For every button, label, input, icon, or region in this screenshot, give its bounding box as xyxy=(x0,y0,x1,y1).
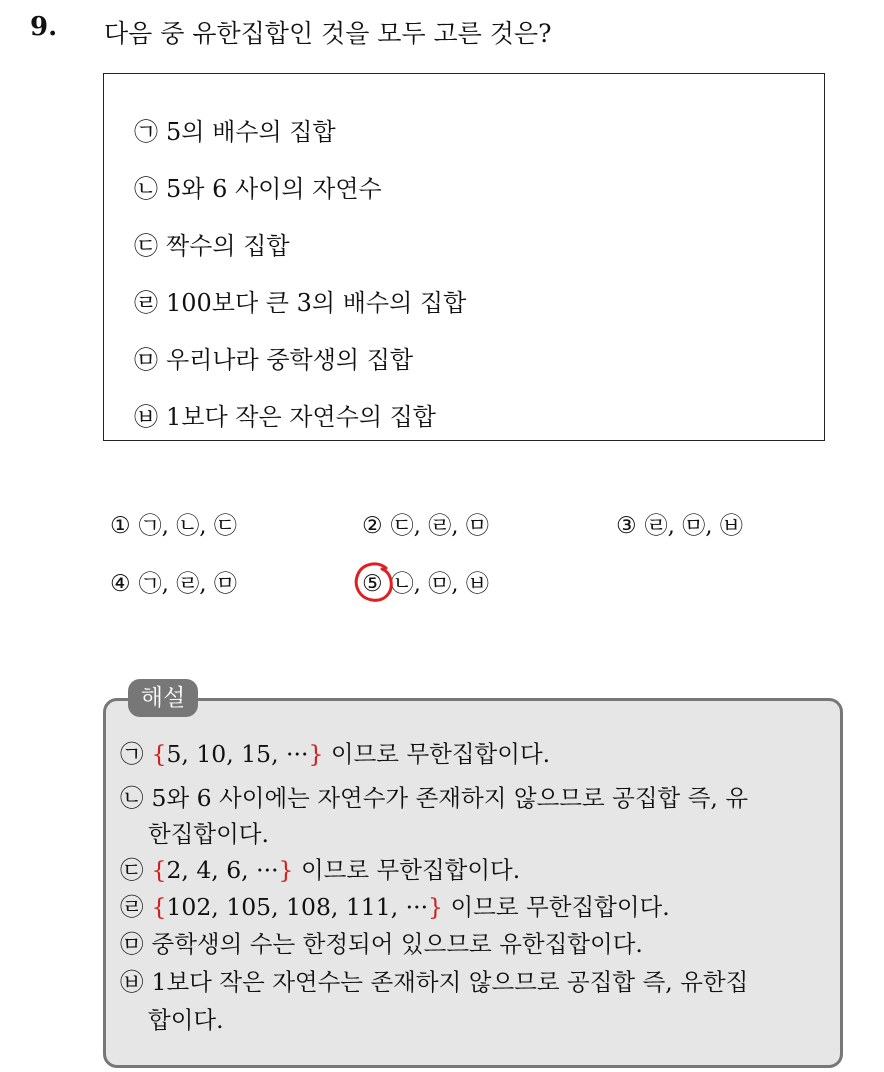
statement-item xyxy=(134,340,413,375)
statement-item xyxy=(134,169,382,204)
statement-item xyxy=(134,397,436,432)
choice-number: ⑤ xyxy=(362,571,383,597)
solution-marker: ㉡ xyxy=(120,784,144,812)
statement-text: 1보다 작은 자연수의 집합 xyxy=(166,403,436,431)
question-number: 9. xyxy=(30,12,58,42)
brace-open: { xyxy=(151,856,167,884)
answer-circle-mark xyxy=(352,560,396,604)
statement-marker: ㉣ xyxy=(134,289,158,317)
solution-line xyxy=(120,779,748,813)
statement-marker: ㉠ xyxy=(134,118,158,146)
statement-item xyxy=(134,226,290,261)
choice-number: ④ xyxy=(110,571,131,597)
choice-text: ㉠, ㉣, ㉤ xyxy=(138,571,237,597)
choice-text: ㉣, ㉤, ㉥ xyxy=(644,513,743,539)
statement-item xyxy=(134,112,336,147)
solution-line xyxy=(120,888,670,922)
solution-set: 102, 105, 108, 111, ··· xyxy=(166,893,429,921)
choice-text: ㉠, ㉡, ㉢ xyxy=(138,513,237,539)
choice-4[interactable] xyxy=(110,565,237,598)
question-text: 다음 중 유한집합인 것을 모두 고른 것은? xyxy=(104,19,552,48)
choice-number: ② xyxy=(362,513,383,539)
solution-marker: ㉥ xyxy=(120,968,144,996)
statement-marker: ㉥ xyxy=(134,403,158,431)
solution-text: 이므로 무한집합이다. xyxy=(323,740,551,768)
statement-text: 100보다 큰 3의 배수의 집합 xyxy=(166,289,467,317)
solution-text: 5와 6 사이에는 자연수가 존재하지 않으므로 공집합 즉, 유 xyxy=(151,784,749,812)
statement-marker: ㉤ xyxy=(134,346,158,374)
choice-2[interactable] xyxy=(362,507,489,540)
statement-item xyxy=(134,283,466,318)
solution-tab-label: 해설 xyxy=(128,679,198,717)
statement-text: 5와 6 사이의 자연수 xyxy=(166,175,382,203)
solution-line xyxy=(120,963,748,997)
solution-line-continuation: 합이다. xyxy=(148,1006,224,1034)
solution-marker: ㉤ xyxy=(120,930,144,958)
statement-text: 5의 배수의 집합 xyxy=(166,118,336,146)
brace-open: { xyxy=(151,893,167,921)
brace-close: } xyxy=(308,740,324,768)
statement-text: 우리나라 중학생의 집합 xyxy=(166,346,414,374)
choice-text: ㉡, ㉤, ㉥ xyxy=(390,571,489,597)
solution-text: 이므로 무한집합이다. xyxy=(293,856,521,884)
brace-open: { xyxy=(151,740,167,768)
statement-marker: ㉡ xyxy=(134,175,158,203)
solution-marker: ㉢ xyxy=(120,856,144,884)
solution-line xyxy=(120,925,643,959)
solution-line xyxy=(120,851,520,885)
solution-text: 이므로 무한집합이다. xyxy=(443,893,670,921)
choice-3[interactable] xyxy=(616,507,743,540)
statement-box xyxy=(103,73,825,441)
solution-box xyxy=(103,698,843,1068)
choice-number: ③ xyxy=(616,513,637,539)
solution-set: 2, 4, 6, ··· xyxy=(166,856,279,884)
solution-line xyxy=(120,735,550,769)
statement-text: 짝수의 집합 xyxy=(166,232,290,260)
solution-line-continuation: 한집합이다. xyxy=(148,820,269,848)
choice-number: ① xyxy=(110,513,131,539)
solution-marker: ㉣ xyxy=(120,893,144,921)
solution-text: 1보다 작은 자연수는 존재하지 않으므로 공집합 즉, 유한집 xyxy=(151,968,749,996)
brace-close: } xyxy=(428,893,443,921)
choice-text: ㉢, ㉣, ㉤ xyxy=(390,513,489,539)
choice-1[interactable] xyxy=(110,507,237,540)
solution-set: 5, 10, 15, ··· xyxy=(166,740,309,768)
solution-text: 중학생의 수는 한정되어 있으므로 유한집합이다. xyxy=(151,930,643,958)
solution-marker: ㉠ xyxy=(120,740,144,768)
statement-marker: ㉢ xyxy=(134,232,158,260)
brace-close: } xyxy=(278,856,294,884)
